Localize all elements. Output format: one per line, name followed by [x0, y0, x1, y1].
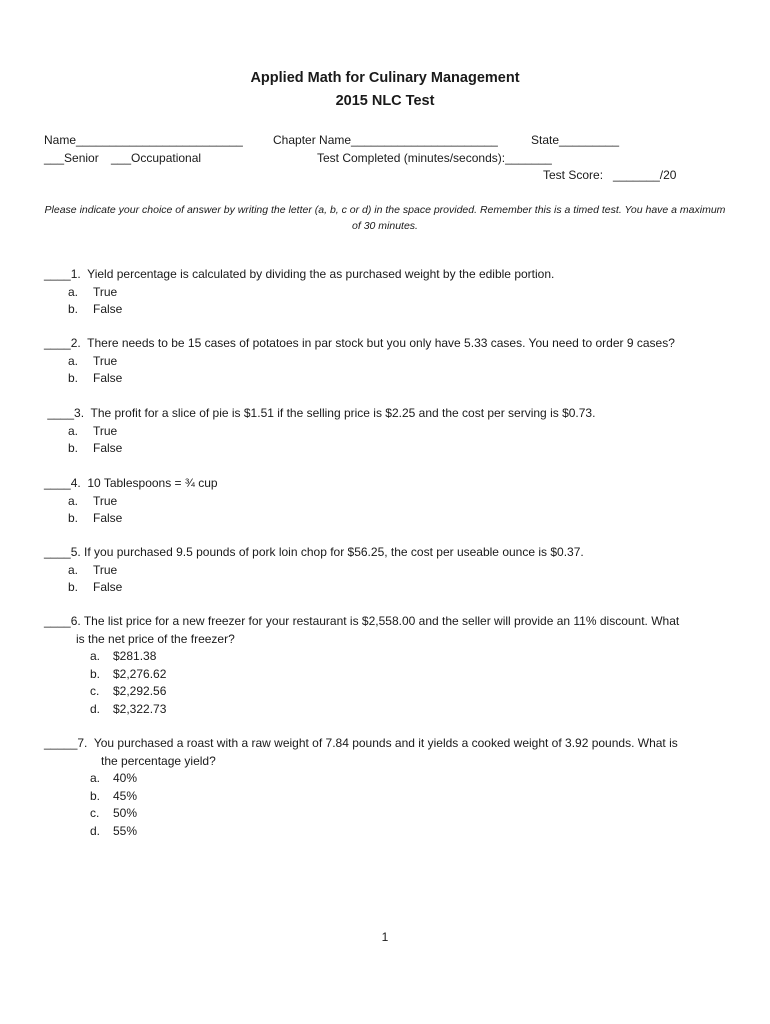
- option-letter: b.: [90, 788, 101, 803]
- option-letter: d.: [90, 823, 101, 838]
- option-text: False: [93, 580, 123, 594]
- question-text: ____4. 10 Tablespoons = ¾ cup: [44, 476, 218, 490]
- option-c: [44, 683, 734, 701]
- page-title: Applied Math for Culinary Management: [250, 70, 520, 86]
- instructions: Please indicate your choice of answer by writing the letter (a, b, c or d) in the space provided. Remember this is a timed test. You have a maximum of 30 minutes.: [44, 204, 726, 232]
- option-b: [44, 510, 734, 528]
- option-letter: c.: [90, 806, 100, 820]
- chapter-name-field: Chapter Name______________________: [273, 133, 498, 147]
- question-text: ____2. There needs to be 15 cases of potatoes in par stock but you only have 5.33 cases. You need to order 9 cases?: [44, 336, 675, 350]
- option-a: [44, 284, 734, 302]
- option-a: [44, 353, 734, 371]
- option-text: 40%: [113, 771, 138, 785]
- question-text: ____6. The list price for a new freezer for your restaurant is $2,558.00 and the seller will provide an 11% discount. What: [44, 614, 680, 628]
- option-letter: b.: [68, 511, 79, 525]
- question-1: [44, 266, 734, 319]
- option-text: False: [93, 441, 123, 455]
- page-subtitle: 2015 NLC Test: [335, 93, 435, 109]
- name-field: Name_________________________: [44, 133, 243, 147]
- option-letter: b.: [68, 302, 79, 316]
- option-a: [44, 770, 734, 788]
- test-completed-field: Test Completed (minutes/seconds):_______: [317, 151, 552, 165]
- option-text: $2,322.73: [113, 701, 167, 716]
- option-d: [44, 701, 734, 719]
- option-letter: b.: [90, 666, 101, 681]
- option-b: [44, 666, 734, 684]
- option-letter: d.: [90, 701, 101, 716]
- option-text: True: [93, 423, 118, 438]
- test-score-field: Test Score: _______/20: [543, 168, 677, 182]
- option-text: True: [93, 562, 118, 577]
- option-b: [44, 370, 734, 388]
- option-letter: a.: [90, 649, 101, 663]
- occupational-field: ___Occupational: [111, 151, 202, 165]
- option-letter: b.: [68, 371, 79, 385]
- question-3: [44, 405, 734, 458]
- question-text-continued: the percentage yield?: [101, 753, 216, 768]
- option-text: $281.38: [113, 649, 157, 663]
- question-4: [44, 475, 734, 528]
- option-text: 50%: [113, 806, 138, 820]
- question-text: _____7. You purchased a roast with a raw weight of 7.84 pounds and it yields a cooked weight of 3.92 pounds. What is: [44, 736, 678, 750]
- option-b: [44, 301, 734, 319]
- option-text: $2,276.62: [113, 666, 167, 681]
- option-text: $2,292.56: [113, 684, 167, 698]
- question-text: ____5. If you purchased 9.5 pounds of pork loin chop for $56.25, the cost per useable ounce is $0.37.: [44, 545, 584, 559]
- option-text: True: [93, 284, 118, 299]
- option-text: 45%: [113, 788, 138, 803]
- option-a: [44, 423, 734, 441]
- option-letter: b.: [68, 580, 79, 594]
- page-number: 1: [381, 930, 389, 944]
- question-2: [44, 335, 734, 388]
- option-letter: c.: [90, 684, 100, 698]
- option-text: False: [93, 302, 123, 316]
- option-text: False: [93, 511, 123, 525]
- state-field: State_________: [531, 133, 620, 147]
- option-a: [44, 493, 734, 511]
- option-text: True: [93, 493, 118, 508]
- question-text: ____3. The profit for a slice of pie is $1.51 if the selling price is $2.25 and the cost per serving is $0.73.: [44, 406, 596, 420]
- question-5: [44, 544, 734, 597]
- option-b: [44, 579, 734, 597]
- option-letter: a.: [90, 771, 101, 785]
- option-letter: a.: [68, 423, 79, 438]
- option-b: [44, 440, 734, 458]
- option-letter: b.: [68, 441, 79, 455]
- option-a: [44, 648, 734, 666]
- option-text: 55%: [113, 823, 138, 838]
- option-b: [44, 788, 734, 806]
- option-letter: a.: [68, 353, 79, 368]
- question-text-continued: is the net price of the freezer?: [76, 631, 235, 646]
- question-text: ____1. Yield percentage is calculated by dividing the as purchased weight by the edible portion.: [44, 267, 555, 281]
- option-c: [44, 805, 734, 823]
- option-letter: a.: [68, 284, 79, 299]
- option-d: [44, 823, 734, 841]
- senior-field: ___Senior: [44, 151, 99, 165]
- option-text: False: [93, 371, 123, 385]
- option-letter: a.: [68, 493, 79, 508]
- question-7: [44, 735, 734, 840]
- question-6: [44, 613, 734, 718]
- option-letter: a.: [68, 562, 79, 577]
- option-text: True: [93, 353, 118, 368]
- option-a: [44, 562, 734, 580]
